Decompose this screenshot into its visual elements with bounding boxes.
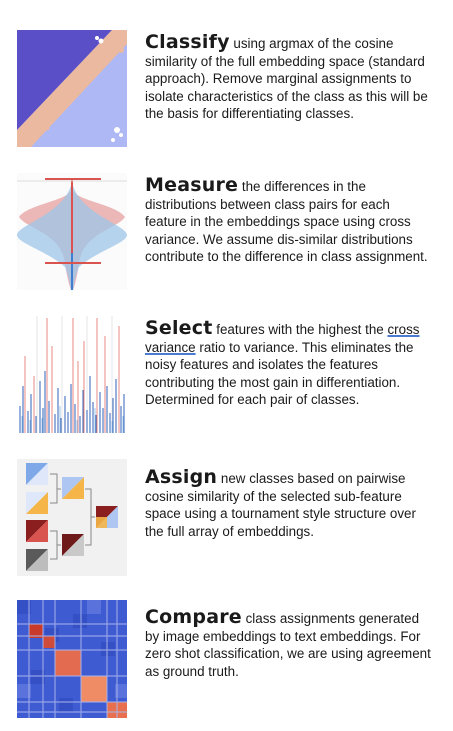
assign-description — [145, 466, 435, 540]
compare-description — [145, 606, 435, 680]
measure-description — [145, 174, 435, 266]
violin-plot-icon — [17, 173, 127, 290]
classify-scatter-icon — [17, 30, 127, 147]
measure-heading: Measure — [145, 174, 239, 196]
confusion-matrix-icon — [17, 600, 127, 718]
tournament-bracket-icon — [17, 459, 127, 576]
select-heading: Select — [145, 317, 213, 339]
spike-bars-icon — [17, 316, 127, 433]
classify-heading: Classify — [145, 31, 230, 53]
compare-body: class assignments generated by image embeddings to text embeddings. For zero shot classification, we are using agreement as ground truth. — [145, 611, 431, 679]
select-body-post: ratio to variance. This eliminates the noisy features and isolates the features contributing the most gain in differentiation. Determined for each pair of classes. — [145, 339, 414, 408]
select-body-underlined: cross variance — [145, 322, 420, 355]
select-description — [145, 317, 435, 409]
classify-body: using argmax of the cosine similarity of the full embedding space (standard approach). Remove marginal assignments to isolate characteristics of the class as this will be the basis for differentiating classes. — [145, 36, 428, 122]
classify-description — [145, 31, 435, 123]
measure-body: the differences in the distributions between class pairs for each feature in the embeddings space using cross variance. We assume dis-similar distributions contribute to the difference in class assignment. — [145, 179, 428, 265]
compare-heading: Compare — [145, 606, 242, 628]
select-body-pre: features with the highest the — [216, 322, 384, 337]
assign-heading: Assign — [145, 466, 218, 488]
assign-body: new classes based on pairwise cosine similarity of the selected sub-feature space using a tournament style structure over the full array of embeddings. — [145, 471, 416, 539]
